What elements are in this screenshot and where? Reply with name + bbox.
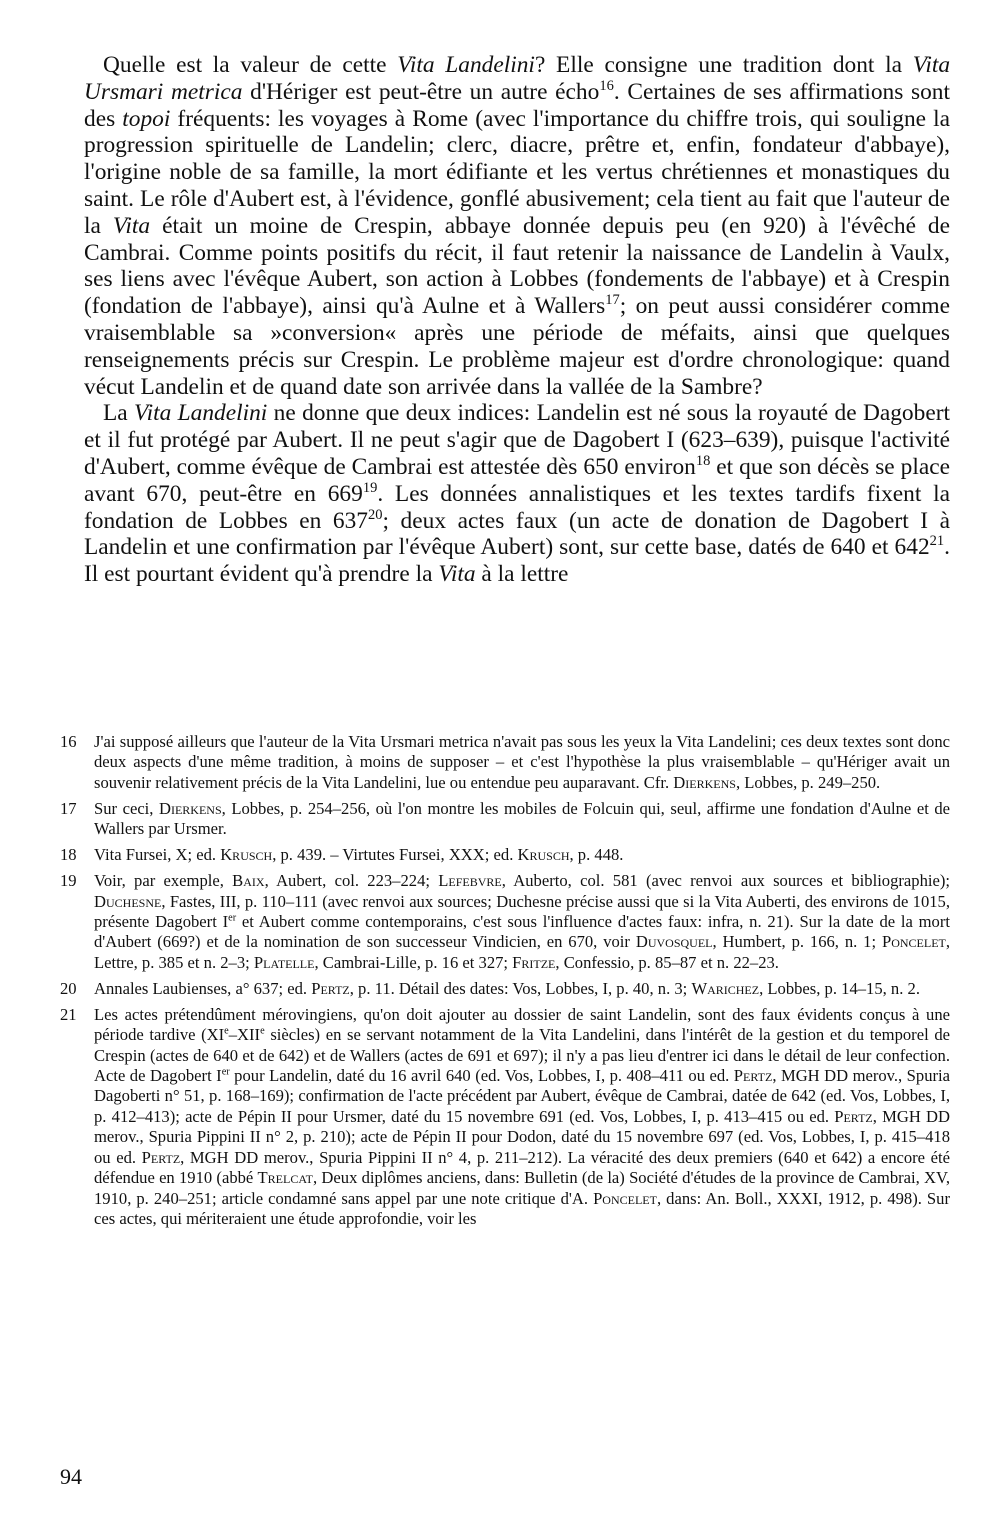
page-number: 94 — [60, 1464, 82, 1489]
paragraph-2: La Vita Landelini ne donne que deux indices: Landelin est né sous la royauté de Dagobert et il fut protégé par Aubert. Il ne peut s'agir que de Dagobert I (623–639), puisque l'activité d'Aubert, comme évêque de Cambrai est attestée dès 650 environ$^{18}$ et que son décès se place avant 670, peut-être en $669^{19}$. Les données annalistiques et les textes tardifs fixent la fondation de Lobbes en $637^{20}$; deux actes faux (un acte de donation de Dagobert I à Landelin et une confirmation par l'évêque Aubert) sont, sur cette base, datés de 640 et $642^{21}$. Il est pourtant évident qu'à prendre la Vita à la lettre — [84, 400, 950, 588]
footnotes — [60, 732, 950, 1235]
main-text — [84, 52, 950, 588]
footnote-number: 16 — [60, 732, 77, 751]
footnote-20: 20 Annales Laubienses, a° 637; ed. Pertz, p. 11. Détail des dates: Vos, Lobbes, I, p. 40, n. 3; Warichez, Lobbes, p. 14–15, n. 2. — [60, 978, 920, 998]
footnote-16: 16 J'ai supposé ailleurs que l'auteur de la Vita Ursmari metrica n'avait pas sous les yeux la Vita Landelini; ces deux textes sont donc deux aspects d'une même tradition, à moins de supposer – et c'est l'hypothèse la plus vraisemblable – qu'Hériger avait un souvenir relativement précis de la Vita Landelini, lue ou entendue peu auparavant. Cfr. Dierkens, Lobbes, p. 249–250. — [60, 732, 950, 792]
footnote-ref-17[interactable]: 17 — [605, 292, 620, 309]
footnote-number: 18 — [60, 845, 77, 865]
footnote-ref-20[interactable]: 20 — [368, 506, 383, 523]
footnote-19: 19 Voir, par exemple, Baix, Aubert, col. 223–224; Lefebvre, Auberto, col. 581 (avec renvoi aux sources et bibliographie); Duchesne, Fastes, III, p. 110–111 (avec renvoi aux sources; Duchesne précise aussi que si la Vita Auberti, des environs de 1015, présente Dagobert Ier et Aubert comme contemporains, c'est sous l'influence d'actes faux: infra, n. 21). Sur la date de la mort d'Aubert (669?) et de la nomination de son successeur Vindicien, en 670, voir Duvosquel, Humbert, p. 166, n. 1; Poncelet, Lettre, p. 385 et n. 2–3; Platelle, Cambrai-Lille, p. 16 et 327; Fritze, Confessio, p. 85–87 et n. 22–23. — [60, 871, 951, 972]
paragraph-1: Quelle est la valeur de cette Vita Landelini? Elle consigne une tradition dont la Vita Ursmari metrica d'Hériger est peut-être un autre écho$^{16}$. Certaines de ses affirmations sont des topoi fréquents: les voyages à Rome (avec l'importance du chiffre trois, qui souligne la progression spirituelle de Landelin; clerc, diacre, prêtre et, enfin, fondateur d'abbaye), l'origine noble de sa famille, la mort édifiante et les vertus chrétiennes et monastiques du saint. Le rôle d'Aubert est, à l'évidence, gonflé abusivement; cela tient au fait que l'auteur de la Vita était un moine de Crespin, abbaye donnée depuis peu (en 920) à l'évêché de Cambrai. Comme points positifs du récit, il faut retenir la naissance de Landelin à Vaulx, ses liens avec l'évêque Aubert, son action à Lobbes (fondements de l'abbaye) et à Crespin (fondation de l'abbaye), ainsi qu'à Aulne et à Wallers$^{17}$; on peut aussi considérer comme vraisemblable sa »conversion« après une période de méfaits, ainsi que quelques renseignements précis sur Crespin. Le problème majeur est d'ordre chronologique: quand vécut Landelin et de quand date son arrivée dans la vallée de la Sambre? — [84, 52, 951, 400]
footnote-number: 21 — [60, 1004, 77, 1024]
footnote-18: 18 Vita Fursei, X; ed. Krusch, p. 439. – Virtutes Fursei, XXX; ed. Krusch, p. 448. — [60, 845, 624, 865]
footnote-21: 21 Les actes prétendûment mérovingiens, qu'on doit ajouter au dossier de saint Landelin, sont des faux évidents conçus à une période tardive (XIe–XIIe siècles) en se servant notamment de la Vita Landelini, dans l'intérêt de la gestion et du temporel de Crespin (actes de 640 et de 642) et de Wallers (actes de 691 et 697); il n'y a pas lieu d'entrer ici dans le détail de leur confection. Acte de Dagobert Ier pour Landelin, daté du 16 avril 640 (ed. Vos, Lobbes, I, p. 408–411 ou ed. Pertz, MGH DD merov., Spuria Dagoberti n° 51, p. 168–169); confirmation de l'acte précédent par Aubert, évêque de Cambrai, datée de 642 (ed. Vos, Lobbes, I, p. 412–413); acte de Pépin II pour Ursmer, daté du 15 novembre 691 (ed. Vos, Lobbes, I, p. 413–415 ou ed. Pertz, MGH DD merov., Spuria Pippini II n° 2, p. 210); acte de Pépin II pour Dodon, daté du 15 novembre 697 (ed. Vos, Lobbes, I, p. 415–418 ou ed. Pertz, MGH DD merov., Spuria Pippini II n° 4, p. 211–212). La véracité des deux premiers (640 et 642) a encore été défendue en 1910 (abbé Trelcat, Deux diplômes anciens, dans: Bulletin (de la) Société d'études de la province de Cambrai, XV, 1910, p. 240–251; article condamné sans appel par une note critique d'A. Poncelet, dans: An. Boll., XXXI, 1912, p. 498). Sur ces actes, qui mériteraient une étude approfondie, voir les — [60, 1004, 951, 1228]
footnote-number: 17 — [60, 798, 77, 818]
footnote-ref-16[interactable]: 16 — [599, 78, 614, 94]
footnote-ref-18[interactable]: 18 — [695, 453, 711, 470]
footnote-ref-19[interactable]: 19 — [362, 479, 378, 496]
footnote-number: 20 — [60, 978, 77, 998]
footnote-ref-21[interactable]: 21 — [929, 533, 945, 550]
footnote-17: 17 Sur ceci, Dierkens, Lobbes, p. 254–256, où l'on montre les mobiles de Folcuin qui, seul, affirme une fondation d'Aulne et de Wallers par Ursmer. — [60, 798, 950, 839]
footnote-number: 19 — [60, 871, 77, 891]
